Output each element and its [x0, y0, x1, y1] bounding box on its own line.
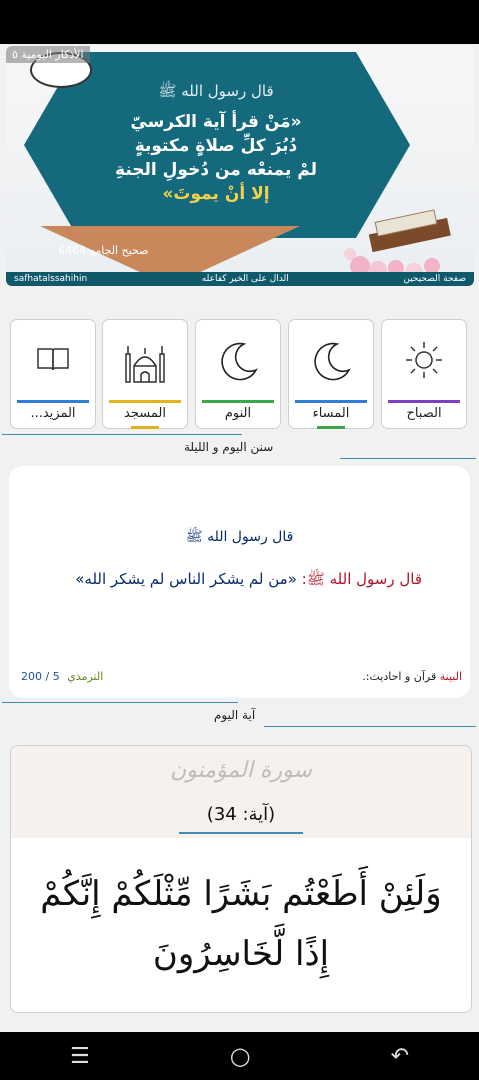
hadith-source: الترمذي: [67, 670, 104, 683]
banner-footer: [6, 272, 474, 286]
moon-icon: [196, 340, 280, 384]
section-divider: [2, 702, 238, 703]
category-underline: [131, 426, 159, 429]
book-icon: [11, 340, 95, 384]
back-button[interactable]: ↶: [390, 1043, 409, 1069]
category-label: المزيد...: [30, 406, 76, 421]
system-nav-bar: [0, 1032, 479, 1080]
banner-footer-mid: الدال على الخير كفاعله: [201, 274, 289, 284]
category-bar: [295, 400, 367, 403]
surah-name: سورة المؤمنون: [170, 758, 312, 783]
ayah-number: (آية: 34): [206, 804, 276, 825]
banner-tag: الأذكار اليومية ٥: [6, 46, 90, 63]
ayah-underline: [179, 832, 303, 834]
ayah-card[interactable]: [10, 745, 472, 1013]
hadith-footer-label: [362, 670, 462, 683]
section-divider: [264, 726, 476, 727]
banner-line-1: «مَنْ قرأ آية الكرسيّ: [130, 112, 302, 132]
section-divider: [2, 434, 242, 435]
hadith-prefix: قال رسول الله ﷺ:: [301, 570, 422, 588]
category-bar: [388, 400, 460, 403]
category-label: المساء: [312, 406, 350, 421]
hadith-heading: قال رسول الله ﷺ: [185, 529, 294, 545]
category-bar: [202, 400, 274, 403]
banner-footer-left: safhatalssahihin: [14, 274, 88, 284]
category-mosque[interactable]: [102, 319, 188, 429]
ayah-text: وَلَئِنْ أَطَعْتُم بَشَرًا مِّثْلَكُمْ إِنَّكُمْ إِذًا لَّخَاسِرُونَ: [40, 874, 442, 974]
hadith-counter-current: 5: [52, 670, 60, 683]
category-bar: [109, 400, 181, 403]
hadith-banner[interactable]: [6, 46, 474, 286]
banner-line-2: دُبُرَ كلِّ صلاةٍ مكتوبةٍ: [134, 136, 298, 156]
category-more[interactable]: [10, 319, 96, 429]
hadith-meta: الترمذي 5 / 200: [21, 670, 104, 683]
hadith-card[interactable]: [9, 466, 470, 698]
footer-label-text: قرآن و احاديث:.: [362, 670, 437, 683]
mosque-icon: [103, 340, 187, 384]
banner-intro: قال رسول الله ﷺ: [158, 82, 274, 100]
status-bar: [0, 0, 479, 44]
banner-text: [56, 82, 376, 206]
sun-icon: [382, 340, 466, 384]
moon-icon: [289, 340, 373, 384]
category-label: المسجد: [124, 406, 166, 421]
banner-footer-right: صفحة الصحيحين: [403, 274, 466, 284]
category-bar: [17, 400, 89, 403]
banner-line-3: لمْ يمنعْه من دُخولِ الجنةِ: [115, 160, 317, 180]
home-button[interactable]: ○: [229, 1042, 251, 1070]
section-divider: [340, 458, 476, 459]
recent-apps-button[interactable]: ☰: [69, 1043, 90, 1069]
banner-source: صحيح الجامع 6464: [58, 244, 149, 257]
category-morning[interactable]: [381, 319, 467, 429]
hadith-counter-total: 200: [21, 670, 42, 683]
category-row: [10, 319, 470, 429]
banner-line-4: إلا أنْ يموتَ»: [162, 184, 270, 204]
category-sleep[interactable]: [195, 319, 281, 429]
section-title-ayah: آية اليوم: [214, 708, 256, 722]
section-title-sunan: سنن اليوم و الليلة: [184, 440, 274, 454]
category-label: الصباح: [406, 406, 442, 421]
hadith-body: [39, 570, 422, 592]
hadith-text: «من لم يشكر الناس لم يشكر الله»: [75, 570, 297, 588]
category-underline: [317, 426, 345, 429]
category-evening[interactable]: [288, 319, 374, 429]
category-label: النوم: [224, 406, 252, 421]
footer-label-red: البينة: [439, 670, 462, 683]
